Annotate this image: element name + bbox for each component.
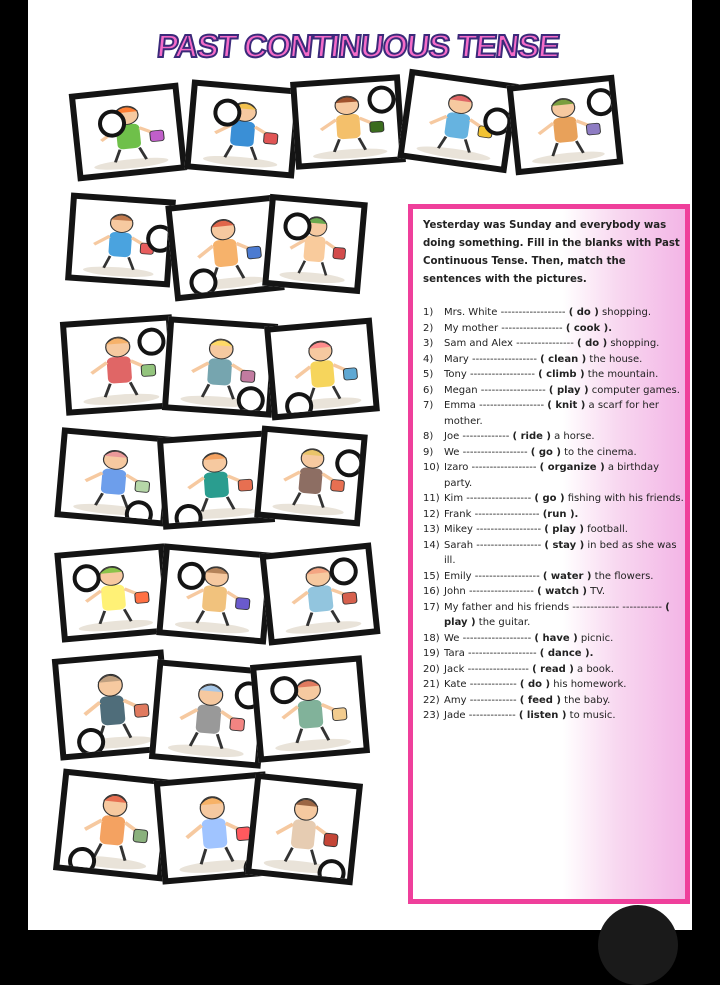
sentence-number: 6) <box>423 384 434 396</box>
blank-line[interactable]: ------------------ <box>471 353 537 365</box>
sentence-text <box>444 398 685 429</box>
sentence-item <box>423 584 685 600</box>
sentence-number: 7) <box>423 400 434 411</box>
picture-card-kids-in-boat[interactable] <box>264 317 380 420</box>
sentence-text <box>444 429 685 445</box>
verb-hint: ( do ) <box>519 679 551 690</box>
verb-hint: ( knit ) <box>547 400 586 411</box>
sentence-item <box>423 352 685 368</box>
sentence-text <box>444 708 685 724</box>
blank-line[interactable]: ------------------ <box>474 570 540 582</box>
sentence-subject: Mrs. White <box>444 307 498 318</box>
blank-line[interactable]: ------------------- <box>468 648 537 659</box>
sentence-item <box>423 445 685 461</box>
sentence-subject: My mother <box>444 322 499 334</box>
sentence-item <box>423 398 685 429</box>
sentence-text <box>444 352 685 368</box>
picture-card-runner[interactable] <box>184 79 301 178</box>
verb-hint: ( cook ). <box>565 322 613 334</box>
verb-hint: ( do ) <box>577 338 608 349</box>
sentence-number: 23) <box>423 710 440 721</box>
sentence-subject: Sam and Alex <box>444 338 513 349</box>
sentence-number: 11) <box>423 493 440 504</box>
sentence-item <box>423 600 685 631</box>
sentence-text <box>444 460 685 491</box>
picture-card-woman-cleaning[interactable] <box>262 194 368 294</box>
verb-hint: ( listen ) <box>518 710 567 721</box>
sentence-text <box>444 569 685 585</box>
sentence-subject: Kate <box>444 679 467 690</box>
blank-line[interactable]: ------------------ <box>500 307 566 318</box>
sentence-item <box>423 631 685 647</box>
picture-illustration <box>61 550 165 636</box>
sentence-item <box>423 708 685 724</box>
verb-hint: ( feed ) <box>519 694 561 706</box>
blank-line[interactable]: ------------------ <box>469 369 535 380</box>
sentence-ending: the mountain. <box>584 369 659 380</box>
sentence-number: 20) <box>423 663 440 675</box>
picture-card-girl-on-bench[interactable] <box>156 543 274 644</box>
blank-line[interactable]: ------------- ----------- <box>572 601 662 613</box>
sentence-subject: Emma <box>444 400 476 411</box>
sentence-subject: We <box>444 446 460 458</box>
picture-illustration <box>266 549 374 639</box>
picture-card-people-at-cinema[interactable] <box>162 316 278 417</box>
sentence-text <box>444 631 685 647</box>
sentence-subject: Tara <box>444 648 465 659</box>
verb-hint: ( do ) <box>568 307 599 318</box>
sentence-text <box>444 584 685 600</box>
instructions: Yesterday was Sunday and everybody was doing something. Fill in the blanks with Past Continuous Tense. Then, match the sentences with the pictures. <box>423 220 680 285</box>
sentence-ending: shopping. <box>607 338 660 349</box>
sentence-subject: We <box>444 632 460 644</box>
picture-card-girl-reading[interactable] <box>54 543 171 642</box>
picture-card-woman-climbing[interactable] <box>245 773 363 886</box>
sentence-number: 14) <box>423 539 440 551</box>
sentence-number: 17) <box>423 601 440 613</box>
verb-hint: ( climb ) <box>538 369 585 380</box>
sentence-text <box>444 445 685 461</box>
blank-line[interactable]: ------------------ <box>462 446 528 458</box>
picture-card-boy-sweeping[interactable] <box>65 192 176 287</box>
blank-line[interactable]: ------------- <box>469 679 517 690</box>
sentence-item <box>423 460 685 491</box>
verb-hint: ( water ) <box>542 570 592 582</box>
sentence-text <box>444 677 685 693</box>
sentence-number: 13) <box>423 524 440 535</box>
picture-illustration <box>75 89 180 175</box>
sentence-item <box>423 677 685 693</box>
picture-card-man-running[interactable] <box>259 542 380 645</box>
sentence-number: 9) <box>423 446 434 458</box>
sentence-list <box>423 305 685 724</box>
verb-hint: ( stay ) <box>544 539 585 551</box>
sentence-number: 4) <box>423 353 434 365</box>
picture-card-boy-fishing[interactable] <box>54 427 173 526</box>
sentence-ending: in bed as she was ill. <box>444 539 677 566</box>
picture-illustration <box>269 200 362 287</box>
blank-line[interactable]: ------------------ <box>466 493 532 504</box>
sentence-text <box>444 305 685 321</box>
verb-hint: ( go ) <box>530 446 561 458</box>
sentence-ending: to music. <box>566 710 616 721</box>
sentence-ending: fishing with his friends. <box>564 493 684 504</box>
picture-card-horse-rider[interactable] <box>290 74 406 169</box>
exercise-panel <box>408 204 690 904</box>
verb-hint: (run ). <box>542 508 579 520</box>
blank-line[interactable]: ------------------ <box>468 586 534 597</box>
sentence-ending: picnic. <box>577 632 614 644</box>
verb-hint: ( play ) <box>444 601 670 628</box>
sentence-number: 5) <box>423 369 434 380</box>
picture-illustration <box>191 86 295 172</box>
sentence-subject: Joe <box>444 431 460 442</box>
sentence-ending: TV. <box>587 586 606 597</box>
sentence-number: 16) <box>423 586 440 597</box>
sentence-item <box>423 569 685 585</box>
sentence-text <box>444 646 685 662</box>
sentence-number: 18) <box>423 632 440 644</box>
sentence-item <box>423 336 685 352</box>
sentence-subject: Mary <box>444 353 469 365</box>
sentence-item <box>423 491 685 507</box>
sentence-text <box>444 600 685 631</box>
picture-illustration <box>256 662 363 756</box>
sentence-item <box>423 321 685 337</box>
blank-line[interactable]: ------------------ <box>479 400 545 411</box>
blank-line[interactable]: ------------------- <box>462 632 532 644</box>
sentence-text <box>444 662 685 678</box>
verb-hint: ( dance ). <box>539 648 594 659</box>
sentence-ending: football. <box>583 524 628 535</box>
blank-line[interactable]: ------------------ <box>480 384 546 396</box>
sentence-ending: a scarf for her mother. <box>444 400 660 427</box>
corner-button[interactable] <box>598 905 678 985</box>
sentence-text <box>444 507 685 523</box>
verb-hint: ( clean ) <box>540 353 587 365</box>
picture-illustration <box>163 550 268 638</box>
picture-card-woman-knitting[interactable] <box>254 426 368 527</box>
sentence-item <box>423 538 685 569</box>
sentence-item <box>423 646 685 662</box>
sentence-text <box>444 383 685 399</box>
sentence-item <box>423 305 685 321</box>
sentence-text <box>444 367 685 383</box>
worksheet-title: PAST CONTINUOUS TENSE <box>155 28 561 64</box>
sentence-text <box>444 491 685 507</box>
verb-hint: ( have ) <box>534 632 578 644</box>
sentence-text <box>444 693 685 709</box>
sentence-subject: My father and his friends <box>444 601 570 613</box>
sentence-ending: a horse. <box>550 431 595 442</box>
sentence-number: 8) <box>423 431 434 442</box>
sentence-subject: Izaro <box>444 462 469 473</box>
verb-hint: ( play ) <box>544 524 584 535</box>
blank-line[interactable]: ------------------ <box>474 508 540 520</box>
blank-line[interactable]: ---------------- <box>516 338 574 349</box>
sentence-subject: Amy <box>444 694 467 706</box>
sentence-ending: shopping. <box>598 307 652 318</box>
sentence-subject: Kim <box>444 493 464 504</box>
verb-hint: ( ride ) <box>512 431 551 442</box>
picture-card-woman-dancing[interactable] <box>250 655 370 762</box>
sentence-number: 10) <box>423 462 440 473</box>
sentence-subject: Mikey <box>444 524 473 535</box>
sentence-text <box>444 336 685 352</box>
picture-card-woman-shopping-cart[interactable] <box>507 75 624 176</box>
blank-line[interactable]: ------------------ <box>476 539 542 551</box>
sentence-subject: Sarah <box>444 539 474 551</box>
sentence-ending: computer games. <box>588 384 680 396</box>
picture-illustration <box>155 666 262 762</box>
picture-card-girl-watering-flowers[interactable] <box>69 82 188 181</box>
sentence-subject: John <box>444 586 466 597</box>
blank-line[interactable]: ------------- <box>462 431 510 442</box>
verb-hint: ( organize ) <box>539 462 605 473</box>
sentence-subject: Tony <box>444 369 467 380</box>
sentence-ending: a birthday party. <box>444 462 660 489</box>
sentence-number: 19) <box>423 648 440 659</box>
picture-card-family-shopping[interactable] <box>397 69 518 173</box>
sentence-item <box>423 662 685 678</box>
sentence-subject: Emily <box>444 570 472 582</box>
sentence-subject: Jade <box>444 710 466 721</box>
blank-line[interactable]: ------------------ <box>476 524 542 535</box>
sentence-ending: the baby. <box>560 694 611 706</box>
verb-hint: ( read ) <box>532 663 574 675</box>
sentence-number: 22) <box>423 694 440 706</box>
sentence-item <box>423 693 685 709</box>
blank-line[interactable]: ------------------ <box>471 462 537 473</box>
sentence-item <box>423 383 685 399</box>
blank-line[interactable]: ----------------- <box>501 322 563 334</box>
blank-line[interactable]: ----------------- <box>467 663 529 675</box>
verb-hint: ( go ) <box>534 493 565 504</box>
sentence-text <box>444 522 685 538</box>
sentence-item <box>423 507 685 523</box>
sentence-item <box>423 522 685 538</box>
sentence-ending: the house. <box>586 353 643 365</box>
sentence-subject: Megan <box>444 384 478 396</box>
sentence-ending: to the cinema. <box>560 446 637 458</box>
sentence-number: 15) <box>423 570 440 582</box>
sentence-number: 3) <box>423 338 434 349</box>
sentence-subject: Frank <box>444 508 472 520</box>
sentence-number: 1) <box>423 307 434 318</box>
sentence-ending: his homework. <box>550 679 627 690</box>
sentence-text <box>444 321 685 337</box>
verb-hint: ( play ) <box>548 384 589 396</box>
picture-card-woman-cooking[interactable] <box>60 314 178 416</box>
sentence-item <box>423 429 685 445</box>
sentence-number: 21) <box>423 679 440 690</box>
sentence-text <box>444 538 685 569</box>
verb-hint: ( watch ) <box>537 586 587 597</box>
sentence-item <box>423 367 685 383</box>
blank-line[interactable]: ------------- <box>468 710 516 721</box>
sentence-subject: Jack <box>444 663 465 675</box>
blank-line[interactable]: ------------- <box>469 694 517 706</box>
worksheet <box>28 0 692 930</box>
sentence-ending: a book. <box>573 663 614 675</box>
sentence-ending: the flowers. <box>591 570 654 582</box>
sentence-ending: the guitar. <box>475 617 531 628</box>
sentence-number: 12) <box>423 508 440 520</box>
sentence-number: 2) <box>423 322 434 334</box>
